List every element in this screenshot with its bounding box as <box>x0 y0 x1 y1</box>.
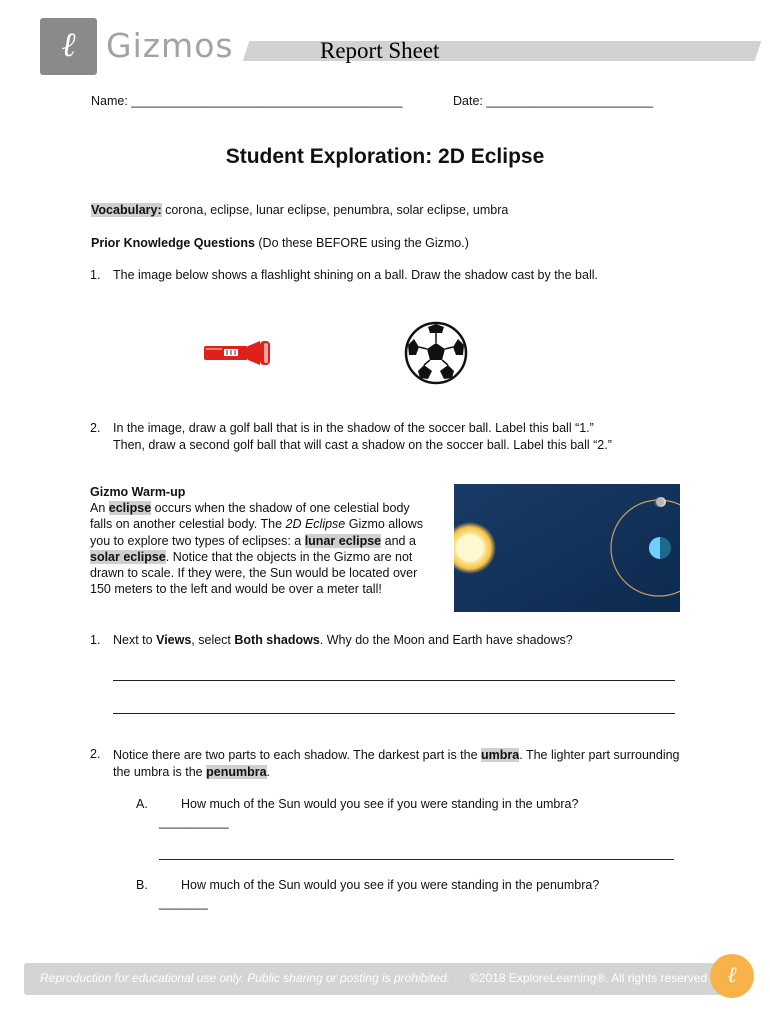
date-label: Date: <box>453 94 483 108</box>
qb-text: How much of the Sun would you see if you were standing in the penumbra? <box>181 878 600 892</box>
flashlight-image <box>202 338 274 368</box>
q1-number: 1. <box>90 633 101 647</box>
warmup-heading: Gizmo Warm-up <box>90 485 186 499</box>
name-label: Name: <box>91 94 128 108</box>
solar-eclipse-term: solar eclipse <box>90 549 166 564</box>
q1-text-part: , select <box>191 633 235 647</box>
qb-blank[interactable]: _______ <box>159 896 208 910</box>
date-field[interactable] <box>453 94 653 108</box>
prior-q2-number: 2. <box>90 421 101 435</box>
footer-notice: Reproduction for educational use only. Public sharing or posting is prohibited. <box>40 971 451 985</box>
footer-logo-glyph: ℓ <box>727 963 737 988</box>
qa-blank[interactable]: __________ <box>159 815 229 829</box>
qa-text: How much of the Sun would you see if you were standing in the umbra? <box>181 797 579 811</box>
answer-line[interactable] <box>113 680 675 681</box>
name-field[interactable] <box>91 94 402 108</box>
brand-name: Gizmos <box>106 26 234 65</box>
prior-heading: Prior Knowledge Questions <box>91 236 255 250</box>
gizmos-logo <box>40 18 97 75</box>
answer-line[interactable] <box>159 859 674 860</box>
report-sheet-title: Report Sheet <box>320 38 440 63</box>
name-blank[interactable]: _______________________________________ <box>131 94 403 108</box>
q1-text-part: . Why do the Moon and Earth have shadows? <box>319 633 573 647</box>
prior-q2-line1: In the image, draw a golf ball that is in the shadow of the soccer ball. Label this ball “1.” <box>113 421 594 435</box>
qb-label: B. <box>136 878 148 892</box>
logo-glyph: ℓ <box>61 25 76 65</box>
prior-q2-line2: Then, draw a second golf ball that will cast a shadow on the soccer ball. Label this ball “2.” <box>113 438 612 452</box>
answer-line[interactable] <box>113 713 675 714</box>
q1-text <box>113 633 573 647</box>
warmup-text: . Notice that the objects in the Gizmo are not drawn to scale. If they were, the Sun would be located over 150 meters to the left and would be over a meter tall! <box>90 549 418 597</box>
eclipse-gizmo-image <box>454 484 680 612</box>
date-blank[interactable]: ________________________ <box>486 94 654 108</box>
views-term: Views <box>156 633 192 647</box>
umbra-term: umbra <box>481 748 520 762</box>
vocabulary <box>91 203 508 217</box>
lunar-eclipse-term: lunar eclipse <box>304 533 382 548</box>
explorelearning-logo <box>710 954 754 998</box>
q2-text <box>113 747 683 781</box>
warmup-paragraph <box>90 484 435 597</box>
vocabulary-label: Vocabulary: <box>91 203 162 217</box>
gizmo-name: 2D Eclipse <box>285 517 346 532</box>
q2-text-part: Notice there are two parts to each shadow. The darkest part is the <box>113 748 482 762</box>
warmup-text: and a <box>381 533 416 548</box>
vocabulary-text: corona, eclipse, lunar eclipse, penumbra, solar eclipse, umbra <box>161 203 509 217</box>
page-title: Student Exploration: 2D Eclipse <box>225 145 545 168</box>
prior-q1-text: The image below shows a flashlight shining on a ball. Draw the shadow cast by the ball. <box>113 268 598 282</box>
prior-knowledge-heading <box>91 236 469 250</box>
q1-text-part: Next to <box>113 633 157 647</box>
warmup-text: An <box>90 501 109 516</box>
q2-text-part: . The lighter part surrounding the umbra is the <box>113 748 680 779</box>
footer-copyright: ©2018 ExploreLearning®. All rights reserved <box>470 971 708 985</box>
eclipse-term: eclipse <box>108 501 152 516</box>
q2-text-part: . <box>266 765 271 779</box>
qa-label: A. <box>136 797 148 811</box>
soccer-ball-image <box>404 321 468 385</box>
warmup-text: Gizmo allows you to explore two types of eclipses: a <box>90 517 424 548</box>
both-shadows-term: Both shadows <box>234 633 320 647</box>
q2-number: 2. <box>90 747 101 761</box>
penumbra-term: penumbra <box>206 765 267 779</box>
prior-note: (Do these BEFORE using the Gizmo.) <box>254 236 469 250</box>
warmup-text: occurs when the shadow of one celestial body falls on another celestial body. The <box>90 501 410 532</box>
prior-q1-number: 1. <box>90 268 101 282</box>
